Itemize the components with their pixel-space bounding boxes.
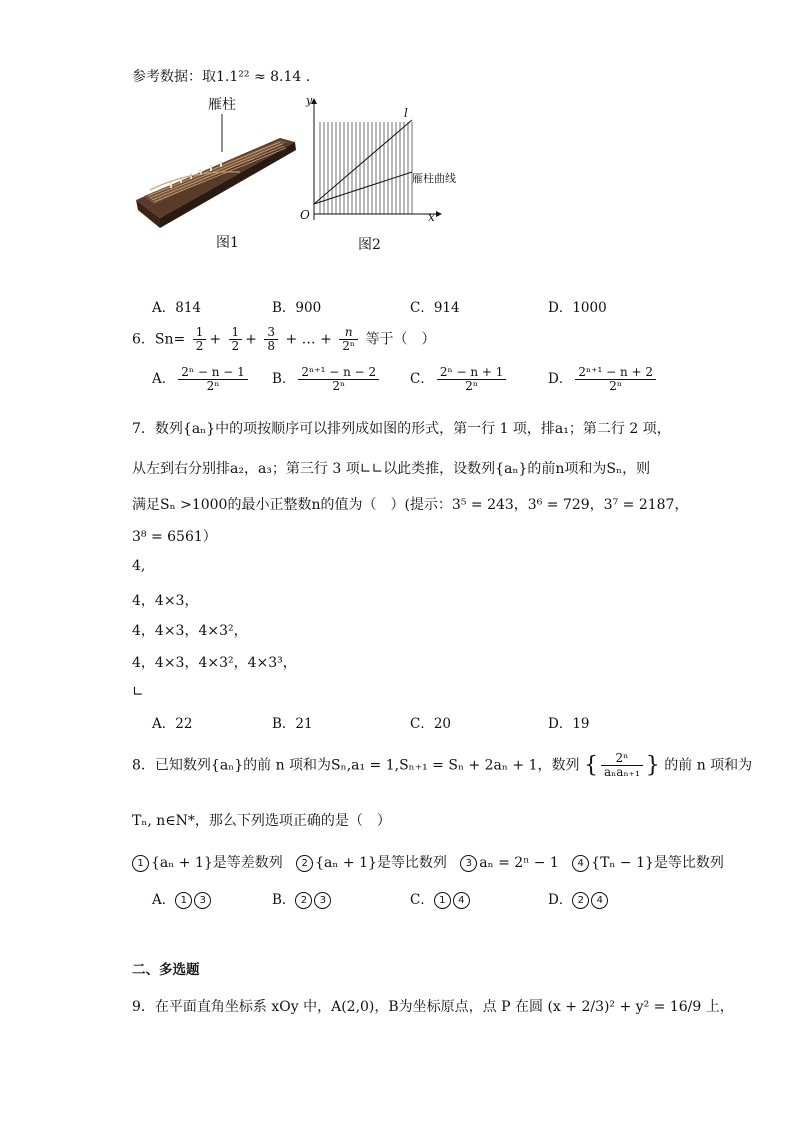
q5-option-c: C．914 <box>410 300 460 316</box>
q7-option-c: C．20 <box>410 716 452 732</box>
fig2-origin-label: O <box>300 208 310 222</box>
fig2-y-axis-label: y <box>306 94 313 107</box>
q8-line-2: Tₙ, n∈N*，那么下列选项正确的是（ ） <box>132 813 391 829</box>
q7-line-4: 3⁸ = 6561） <box>132 529 217 545</box>
q7-row-2: 4，4×3， <box>132 593 199 609</box>
question-9 <box>132 996 734 1016</box>
q6-option-b: B． $\frac{\text{2ⁿ⁺¹ − n − 2}}{\text{2ⁿ}}$ <box>272 366 382 393</box>
q6-prefix: 6．Sn= <box>132 331 186 348</box>
q6-option-a: A． $\frac{\text{2ⁿ − n − 1}}{\text{2ⁿ}}$ <box>152 366 251 393</box>
q7-row-3: 4，4×3，4×3²， <box>132 623 248 639</box>
q8-statement-1: 1 {aₙ + 1}是等差数列 <box>132 855 283 871</box>
q5-option-a: A．814 <box>152 300 202 316</box>
q6-term-1: $\frac{1}{2}$ <box>193 326 207 353</box>
q9-circle-equation: (x + 2/3)² + y² = 16/9 <box>547 999 702 1015</box>
q7-row-5: ∟ <box>132 684 144 700</box>
guzheng-image <box>130 110 300 240</box>
q6-term-last: $\frac{n}{\text{2ⁿ}}$ <box>339 326 358 353</box>
q6-ellipsis: + … + <box>285 331 332 348</box>
q9-text-a: 9．在平面直角坐标系 xOy 中，A(2,0)，B为坐标原点，点 P 在圆 <box>132 999 543 1015</box>
fig1-label-yanzhu: 雁柱 <box>208 97 236 113</box>
q6-option-c: C． $\frac{\text{2ⁿ − n + 1}}{\text{2ⁿ}}$ <box>410 366 509 393</box>
fig2-curve-label: 雁柱曲线 <box>412 172 456 185</box>
figure-1 <box>130 92 300 252</box>
figure-2 <box>292 92 456 257</box>
q8-line-1: 8．已知数列{aₙ}的前 n 项和为Sₙ,a₁ = 1,Sₙ₊₁ = Sₙ + 2aₙ + 1，数列 { $\frac{\text{2ⁿ}}{\text{aₙaₙ₊₁}}$ } 的前 n 项和为 <box>132 751 753 780</box>
q5-option-d: D．1000 <box>548 300 607 316</box>
q7-option-d: D．19 <box>548 716 590 732</box>
q8-option-c: C． 1 4 <box>410 888 472 909</box>
q8-statement-3: 3 aₙ = 2ⁿ − 1 <box>460 855 559 871</box>
q6-term-2: $\frac{1}{2}$ <box>229 326 243 353</box>
q8-text-b: 的前 n 项和为 <box>664 757 753 774</box>
q7-option-b: B．21 <box>272 716 313 732</box>
q7-line-3: 满足Sₙ >1000的最小正整数n的值为（ ）(提示：3⁵ = 243，3⁶ = 729，3⁷ = 2187， <box>132 497 689 513</box>
reference-data: 参考数据：取1.1²² ≈ 8.14 . <box>132 69 311 85</box>
q7-line-1: 7．数列{aₙ}中的项按顺序可以排列成如图的形式，第一行 1 项，排a₁；第二行 2 项， <box>132 421 671 437</box>
q8-option-d: D． 2 4 <box>548 888 610 909</box>
q8-statement-2: 2 {aₙ + 1}是等比数列 <box>296 855 447 871</box>
q6-option-d: D． $\frac{\text{2ⁿ⁺¹ − n + 2}}{\text{2ⁿ}}$ <box>548 366 659 393</box>
q9-text-b: 上， <box>705 999 734 1015</box>
q7-line-2: 从左到右分别排a₂，a₃；第三行 3 项∟∟以此类推，设数列{aₙ}的前n项和为Sₙ，则 <box>132 461 651 477</box>
q7-option-a: A．22 <box>152 716 193 732</box>
q6-suffix: 等于（ ） <box>365 331 436 348</box>
q8-option-a: A． 1 3 <box>152 888 213 909</box>
fig1-caption: 图1 <box>216 235 239 251</box>
q8-option-b: B． 2 3 <box>272 888 333 909</box>
q8-text-a: 8．已知数列{aₙ}的前 n 项和为Sₙ,a₁ = 1,Sₙ₊₁ = Sₙ + 2aₙ + 1，数列 <box>132 757 580 774</box>
fig2-x-axis-label: x <box>428 210 435 224</box>
q7-row-4: 4，4×3，4×3²，4×3³， <box>132 655 297 671</box>
fig2-line-label: l <box>404 106 408 120</box>
q8-sequence-fraction: $\frac{\text{2ⁿ}}{\text{aₙaₙ₊₁}}$ <box>601 752 643 779</box>
q8-statements <box>132 852 724 872</box>
question-6: 6．Sn= $\frac{1}{2}$ + $\frac{1}{2}$ + $\frac{3}{8}$ + … + $\frac{n}{\text{2ⁿ}}$ 等于（ ） <box>132 325 436 354</box>
section-heading-multiple-choice: 二、多选题 <box>132 962 200 978</box>
q7-row-1: 4, <box>132 558 146 574</box>
fig2-caption: 图2 <box>358 237 381 253</box>
q8-statement-4: 4 {Tₙ − 1}是等比数列 <box>572 855 724 871</box>
q5-option-b: B．900 <box>272 300 322 316</box>
q6-term-3: $\frac{3}{8}$ <box>264 326 278 353</box>
